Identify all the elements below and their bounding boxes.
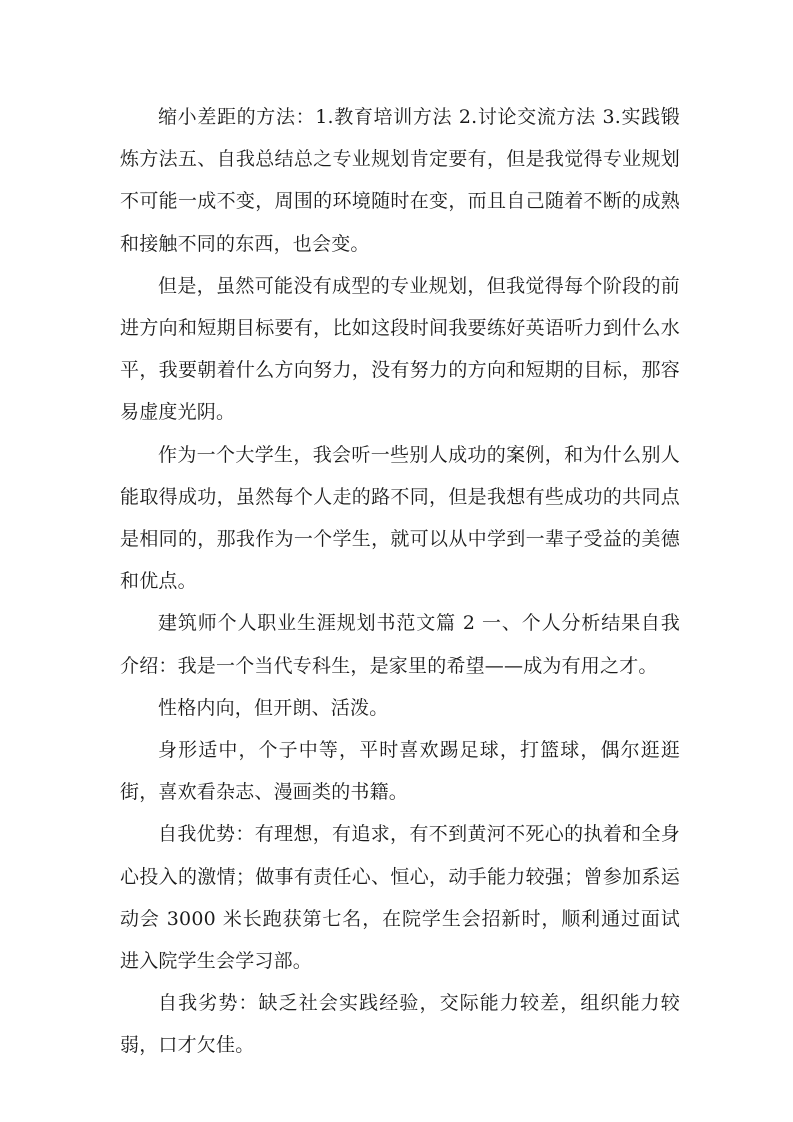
paragraph-strengths: 自我优势：有理想，有追求，有不到黄河不死心的执着和全身心投入的激情；做事有责任心、恒心，动手能力较强；曾参加系运动会 3000 米长跑获第七名，在院学生会招新时，顺利通过面试进入院学生会学习部。: [120, 823, 680, 973]
document-body: [120, 96, 680, 1067]
paragraph-hobbies: 身形适中，个子中等，平时喜欢踢足球，打篮球，偶尔逛逛街，喜欢看杂志、漫画类的书籍。: [120, 739, 680, 804]
paragraph-architect-intro: 建筑师个人职业生涯规划书范文篇 2 一、个人分析结果自我介绍：我是一个当代专科生，是家里的希望——成为有用之才。: [120, 612, 680, 677]
paragraph-weaknesses: 自我劣势：缺乏社会实践经验，交际能力较差，组织能力较弱，口才欠佳。: [120, 992, 680, 1057]
paragraph-short-term-goals: 但是，虽然可能没有成型的专业规划，但我觉得每个阶段的前进方向和短期目标要有，比如这段时间我要练好英语听力到什么水平，我要朝着什么方向努力，没有努力的方向和短期的目标，那容易虚度光阴。: [120, 274, 680, 424]
paragraph-college-student: 作为一个大学生，我会听一些别人成功的案例，和为什么别人能取得成功，虽然每个人走的路不同，但是我想有些成功的共同点是相同的，那我作为一个学生，就可以从中学到一辈子受益的美德和优点。: [120, 443, 680, 593]
paragraph-gap-methods: 缩小差距的方法：1.教育培训方法 2.讨论交流方法 3.实践锻炼方法五、自我总结总之专业规划肯定要有，但是我觉得专业规划不可能一成不变，周围的环境随时在变，而且自己随着不断的成熟和接触不同的东西，也会变。: [120, 106, 680, 255]
paragraph-personality: 性格内向，但开朗、活泼。: [158, 696, 389, 719]
